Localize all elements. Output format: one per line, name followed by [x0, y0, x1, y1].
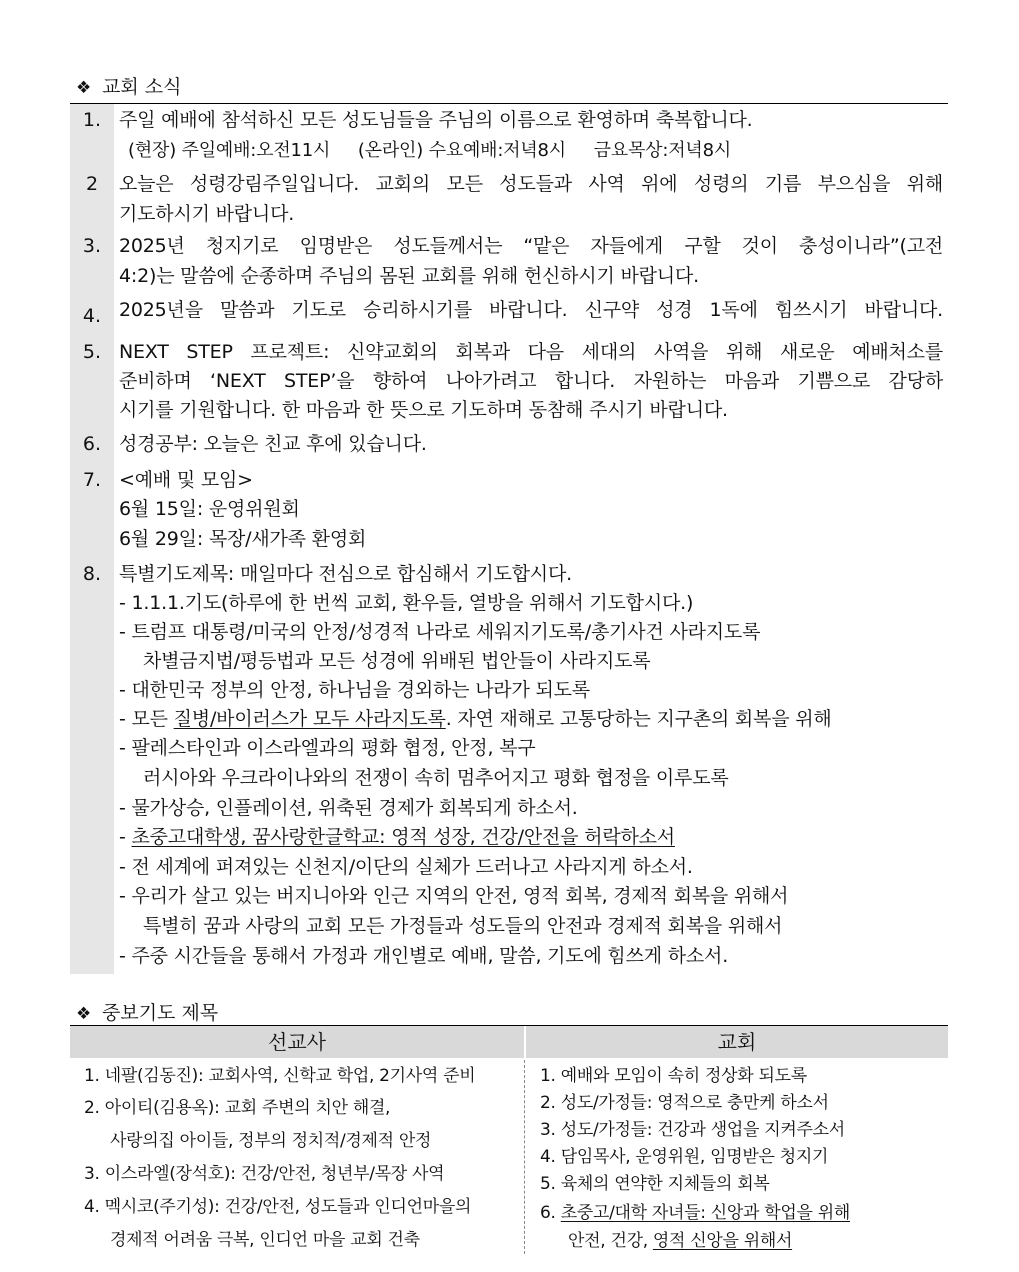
item-number: 4.	[82, 305, 102, 327]
prayer-underlined: 초중고대학생, 꿈사랑한글학교: 영적 성장, 건강/안전을 허락하소서	[131, 826, 675, 848]
church-item-underlined: 영적 신앙을 위해서	[652, 1231, 793, 1251]
missionary-item: 2. 아이티(김용옥): 교회 주변의 치안 해결,	[84, 1098, 391, 1118]
prayer-line	[119, 823, 675, 852]
item-number: 2	[85, 173, 99, 195]
news-line: 준비하며 ‘NEXT STEP’을 향하여 나아가려고 합니다. 자원하는 마음과 기쁨으로 감당하	[119, 370, 943, 392]
news-line: 성경공부: 오늘은 친교 후에 있습니다.	[119, 433, 427, 455]
news-line: 기도하시기 바랍니다.	[119, 203, 295, 225]
news-line: 주일 예배에 참석하신 모든 성도님들을 주님의 이름으로 환영하며 축복합니다.	[119, 109, 753, 131]
news-line: 시기를 기원합니다. 한 마음과 한 뜻으로 기도하며 동참해 주시기 바랍니다.	[119, 399, 728, 421]
prayer-rest: . 자연 재해로 고통당하는 지구촌의 회복을 위해	[445, 708, 832, 730]
prayer-line: - 1.1.1.기도(하루에 한 번씩 교회, 환우들, 열방을 위해서 기도합시다.)	[119, 592, 694, 614]
item-number: 3.	[82, 235, 102, 257]
church-item-underlined: 초중고/대학 자녀들: 신앙과 학업을 위해	[560, 1203, 850, 1223]
news-line: 오늘은 성령강림주일입니다. 교회의 모든 성도들과 사역 위에 성령의 기름 부으심을 위해	[119, 173, 943, 195]
column-divider	[524, 1060, 525, 1254]
item-number: 7.	[82, 469, 102, 491]
church-item	[568, 1227, 792, 1255]
church-item: 5. 육체의 연약한 지체들의 회복	[540, 1174, 770, 1194]
church-item: 1. 예배와 모임이 속히 정상화 되도록	[540, 1066, 807, 1086]
missionary-item: 사랑의집 아이들, 정부의 정치적/경제적 안정	[110, 1131, 432, 1151]
item-number: 8.	[82, 563, 102, 585]
church-item: 4. 담임목사, 운영위원, 임명받은 청지기	[540, 1147, 829, 1167]
prayer-line: - 우리가 살고 있는 버지니아와 인근 지역의 안전, 영적 회복, 경제적 회복을 위해서	[119, 885, 789, 907]
prayer-line: 특별히 꿈과 사랑의 교회 모든 가정들과 성도들의 안전과 경제적 회복을 위해서	[143, 915, 783, 937]
diamond-bullet-icon: ❖	[76, 1004, 92, 1024]
prayer-underlined: 질병/바이러스가 모두 사라지도록	[173, 708, 446, 730]
church-item: 2. 성도/가정들: 영적으로 충만케 하소서	[540, 1093, 829, 1113]
prayer-line: - 전 세계에 퍼져있는 신천지/이단의 실체가 드러나고 사라지게 하소서.	[119, 856, 693, 878]
news-line: 4:2)는 말씀에 순종하며 주님의 몸된 교회를 위해 헌신하시기 바랍니다.	[119, 265, 699, 287]
church-item-number: 6.	[540, 1203, 561, 1223]
news-header-title: 교회 소식	[102, 76, 182, 98]
prayer-line: - 트럼프 대통령/미국의 안정/성경적 나라로 세워지기도록/총기사건 사라지도록	[119, 621, 761, 643]
prayer-line	[119, 705, 832, 734]
item-number: 6.	[82, 433, 102, 455]
intercession-header-title: 중보기도 제목	[102, 1002, 219, 1024]
missionary-item: 1. 네팔(김동진): 교회사역, 신학교 학업, 2기사역 준비	[84, 1066, 476, 1086]
news-line: 2025년 청지기로 임명받은 성도들께서는 “맡은 자들에게 구할 것이 충성이니라”(고전	[119, 235, 943, 257]
church-item: 3. 성도/가정들: 건강과 생업을 지켜주소서	[540, 1120, 845, 1140]
prayer-dash: -	[119, 826, 132, 848]
news-section-header	[76, 74, 948, 101]
church-item	[540, 1199, 850, 1227]
news-line: 특별기도제목: 매일마다 전심으로 합심해서 기도합시다.	[119, 563, 572, 585]
news-line: 6월 15일: 운영위원회	[119, 498, 300, 520]
prayer-dash: - 모든	[119, 708, 174, 730]
diamond-bullet-icon: ❖	[76, 78, 92, 98]
news-header-rule	[70, 103, 948, 104]
news-line: (현장) 주일예배:오전11시 (온라인) 수요예배:저녁8시 금요목상:저녁8시	[128, 140, 732, 161]
missionary-item: 경제적 어려움 극복, 인디언 마을 교회 건축	[110, 1230, 420, 1250]
prayer-line: 차별금지법/평등법과 모든 성경에 위배된 법안들이 사라지도록	[143, 650, 651, 672]
church-column-header: 교회	[526, 1026, 948, 1058]
prayer-line: - 물가상승, 인플레이션, 위축된 경제가 회복되게 하소서.	[119, 797, 578, 819]
church-item-text: 안전, 건강,	[568, 1231, 653, 1251]
intercession-section-header	[76, 1000, 948, 1027]
missionary-item: 4. 멕시코(주기성): 건강/안전, 성도들과 인디언마을의	[84, 1197, 472, 1217]
news-line: 6월 29일: 목장/새가족 환영회	[119, 528, 367, 550]
prayer-line: - 팔레스타인과 이스라엘과의 평화 협정, 안정, 복구	[119, 737, 536, 759]
prayer-line: 러시아와 우크라이나와의 전쟁이 속히 멈추어지고 평화 협정을 이루도록	[143, 767, 729, 789]
news-line: <예배 및 모임>	[119, 469, 253, 491]
prayer-line: - 대한민국 정부의 안정, 하나님을 경외하는 나라가 되도록	[119, 679, 590, 701]
missionary-item: 3. 이스라엘(장석호): 건강/안전, 청년부/목장 사역	[84, 1164, 445, 1184]
missionary-column-header: 선교사	[70, 1026, 524, 1058]
item-number: 5.	[82, 341, 102, 363]
news-line: NEXT STEP 프로젝트: 신약교회의 회복과 다음 세대의 사역을 위해 새로운 예배처소를	[119, 341, 943, 363]
news-line: 2025년을 말씀과 기도로 승리하시기를 바랍니다. 신구약 성경 1독에 힘쓰시기 바랍니다.	[119, 299, 943, 321]
prayer-line: - 주중 시간들을 통해서 가정과 개인별로 예배, 말씀, 기도에 힘쓰게 하소서.	[119, 945, 729, 967]
item-number: 1.	[82, 109, 102, 131]
